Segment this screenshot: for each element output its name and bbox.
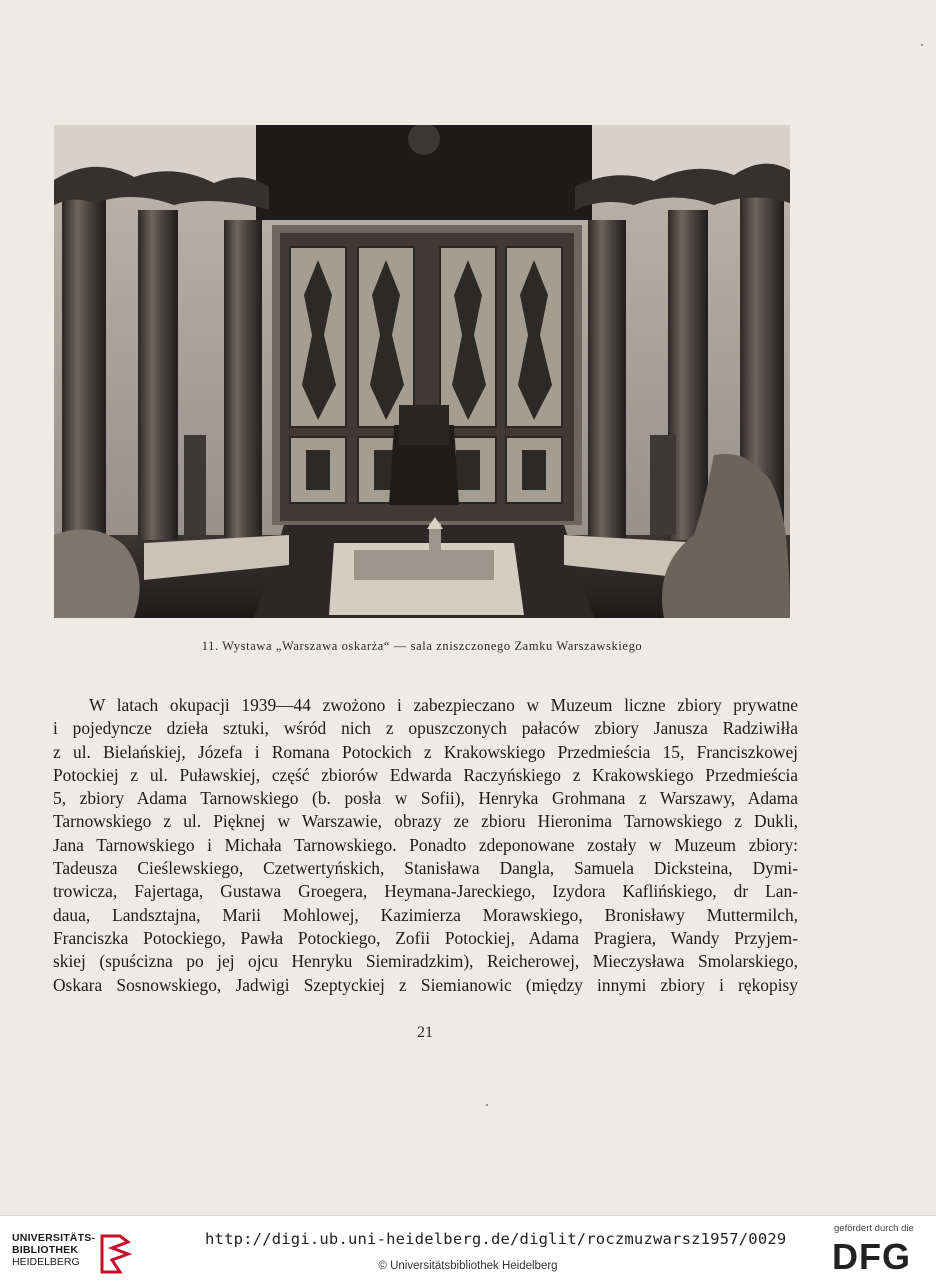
text-line: Tadeusza Cieślewskiego, Czetwertyńskich, Stanisława Dangla, Samuela Dicksteina, Dymi- xyxy=(53,858,798,879)
library-name-line: UNIVERSITÄTS- xyxy=(12,1232,96,1244)
dfg-funding-note: gefördert durch die xyxy=(834,1223,914,1234)
copyright-notice: © Universitätsbibliothek Heidelberg xyxy=(378,1260,558,1272)
figure-caption: 11. Wystawa „Warszawa oskarża“ — sala zniszczonego Zamku Warszawskiego xyxy=(201,639,643,653)
exhibition-photograph xyxy=(54,125,790,618)
text-line: z ul. Bielańskiej, Józefa i Romana Potockich z Krakowskiego Przedmieścia 15, Franciszkowej xyxy=(53,741,798,762)
text-line: i pojedyncze dzieła sztuki, wśród nich z opuszczonych pałaców zbiory Janusza Radziwiłła xyxy=(53,718,798,739)
dfg-wordmark: DFG xyxy=(832,1236,911,1277)
text-line: Tarnowskiego z ul. Pięknej w Warszawie, obrazy ze zbioru Hieronima Tarnowskiego z Dukli, xyxy=(53,811,798,832)
text-line: Jana Tarnowskiego i Michała Tarnowskiego. Ponadto zdeponowane zostały w Muzeum zbiory: xyxy=(53,834,798,855)
text-line: W latach okupacji 1939—44 zwożono i zabezpieczano w Muzeum liczne zbiory prywatne xyxy=(89,695,798,715)
library-name-line: BIBLIOTHEK xyxy=(12,1244,79,1256)
library-name-line: HEIDELBERG xyxy=(12,1256,80,1268)
body-paragraph xyxy=(53,694,798,997)
permalink-url[interactable]: http://digi.ub.uni-heidelberg.de/diglit/roczmuzwarsz1957/0029 xyxy=(205,1230,787,1248)
text-line: 5, zbiory Adama Tarnowskiego (b. posła w Sofii), Henryka Grohmana z Warszawy, Adama xyxy=(53,788,798,809)
text-line: daua, Landsztajna, Marii Mohlowej, Kazimierza Morawskiego, Bronisławy Muttermilch, xyxy=(53,904,798,925)
dfg-logo[interactable] xyxy=(832,1223,928,1279)
text-line: trowicza, Fajertaga, Gustawa Groegera, Heymana-Jareckiego, Izydora Kaflińskiego, dr Lan- xyxy=(53,881,798,902)
text-line: skiej (spuścizna po jej ojcu Henryku Siemiradzkim), Reicherowej, Mieczysława Smolarskiego, xyxy=(53,951,798,972)
text-line: Franciszka Potockiego, Pawła Potockiego, Zofii Potockiej, Adama Pragiera, Wandy Przyjem- xyxy=(53,927,798,948)
paper-speck xyxy=(486,1104,488,1106)
viewer-footer xyxy=(0,1215,936,1283)
text-line: Oskara Sosnowskiego, Jadwigi Szeptyckiej z Siemianowic (między innymi zbiory i rękopisy xyxy=(53,974,798,995)
text-line: Potockiej z ul. Puławskiej, część zbiorów Edwarda Raczyńskiego z Krakowskiego Przedmieścia xyxy=(53,764,798,785)
page-number: 21 xyxy=(417,1024,433,1041)
paper-speck xyxy=(921,44,923,46)
